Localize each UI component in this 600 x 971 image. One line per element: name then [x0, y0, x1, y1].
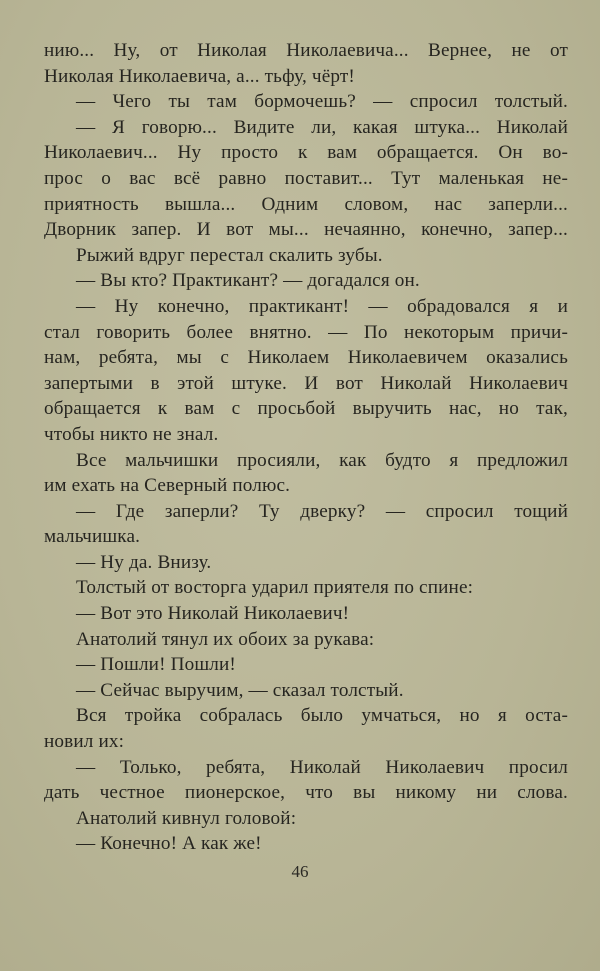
page-text: [44, 38, 568, 857]
text-line: дать честное пионерское, что вы никому ни слова.: [44, 782, 568, 804]
text-line: Толстый от восторга ударил приятеля по спине:: [76, 577, 474, 599]
text-line: — Ну да. Внизу.: [76, 551, 212, 573]
text-line: — Конечно! А как же!: [76, 833, 262, 855]
text-line: нам, ребята, мы с Николаем Николаевичем оказались: [44, 347, 568, 369]
text-line: — Вот это Николай Николаевич!: [76, 603, 350, 625]
text-line: Анатолий кивнул головой:: [76, 807, 297, 829]
text-line: Анатолий тянул их обоих за рукава:: [76, 628, 375, 650]
text-line: прос о вас всё равно поставит... Тут маленькая не-: [44, 167, 568, 189]
text-line: Все мальчишки просияли, как будто я предложил: [76, 449, 568, 471]
text-line: Вся тройка собралась было умчаться, но я оста-: [76, 705, 568, 727]
text-line: чтобы никто не знал.: [44, 423, 219, 445]
text-line: Николаевич... Ну просто к вам обращается. Он во-: [44, 142, 568, 164]
text-line: запертыми в этой штуке. И вот Николай Николаевич: [44, 372, 568, 394]
text-line: — Пошли! Пошли!: [76, 654, 236, 676]
text-line: им ехать на Северный полюс.: [44, 475, 291, 497]
page-number: 46: [291, 862, 309, 881]
text-line: — Я говорю... Видите ли, какая штука... Николай: [76, 116, 568, 138]
text-line: мальчишка.: [44, 526, 141, 548]
text-line: — Чего ты там бормочешь? — спросил толстый.: [76, 91, 568, 113]
text-line: — Вы кто? Практикант? — догадался он.: [76, 270, 420, 292]
text-line: нию... Ну, от Николая Николаевича... Вернее, не от: [44, 40, 568, 61]
text-line: — Где заперли? Ту дверку? — спросил тощий: [76, 500, 568, 522]
text-line: новил их:: [44, 731, 125, 753]
text-line: — Ну конечно, практикант! — обрадовался я и: [76, 295, 568, 317]
text-line: Рыжий вдруг перестал скалить зубы.: [76, 244, 383, 266]
text-line: — Только, ребята, Николай Николаевич просил: [76, 756, 568, 778]
text-line: — Сейчас выручим, — сказал толстый.: [76, 679, 404, 701]
text-line: Дворник запер. И вот мы... нечаянно, конечно, запер...: [44, 219, 568, 241]
text-line: приятность вышла... Одним словом, нас заперли...: [44, 193, 568, 215]
text-line: обращается к вам с просьбой выручить нас, но так,: [44, 398, 568, 420]
text-line: Николая Николаевича, а... тьфу, чёрт!: [44, 65, 355, 87]
text-line: стал говорить более внятно. — По некоторым причи-: [44, 321, 568, 343]
